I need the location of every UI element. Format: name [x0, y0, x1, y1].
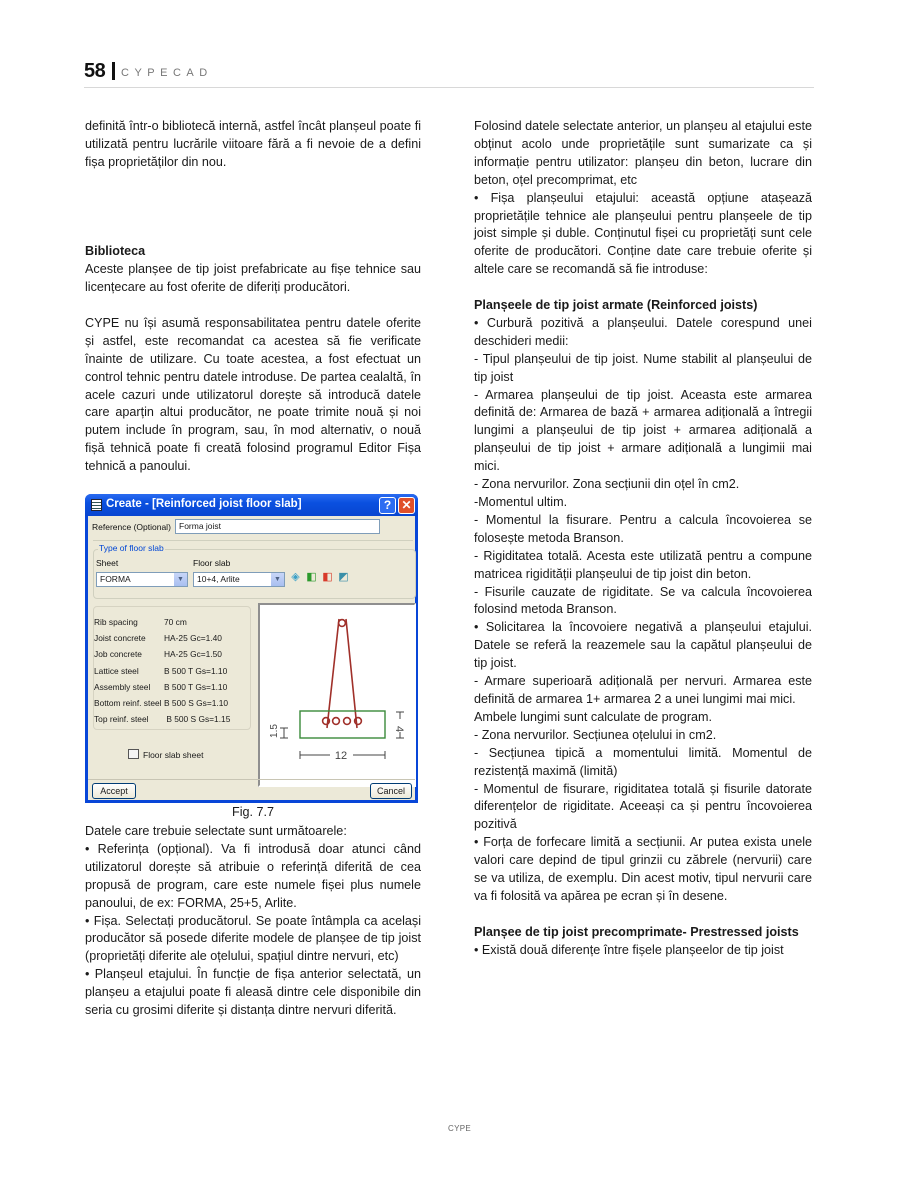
- page-header: [84, 58, 814, 88]
- paragraph: - Zona nervurilor. Zona secțiunii din oțel în cm2.: [474, 477, 740, 492]
- paragraph: • Curbură pozitivă a planșeului. Datele corespund unei deschideri medii:: [474, 315, 812, 348]
- property-row: Bottom reinf. steel B 500 S Gs=1.10: [94, 698, 229, 708]
- dialog-title: Create - [Reinforced joist floor slab]: [106, 498, 302, 510]
- section-heading: Planșee de tip joist precomprimate- Prestressed joists: [474, 924, 799, 939]
- paragraph: CYPE nu își asumă responsabilitatea pentru datele oferite și astfel, este recomandat ca acestea să fie verificate înainte de utilizare. Cu toate acestea, a fost efectuat un control tehnic pentru datele introduse. De partea cealaltă, în acele cazuri unde utilizatorul dorește să introducă datele care aparțin altui producător, ne poate trimite nouă și noi putem include în program, sau, în mod alternativ, o nouă fișă tehnică poate fi creată folosind programul Editor Fișa tehnică a panoului.: [85, 315, 421, 474]
- page-number: 58: [84, 60, 106, 82]
- property-row: Joist concrete HA-25 Gc=1.40: [94, 633, 222, 643]
- left-column: [85, 118, 421, 476]
- right-column: [474, 118, 812, 960]
- new-sheet-icon[interactable]: ◈: [291, 571, 300, 583]
- header-title: CYPECAD: [121, 67, 213, 79]
- property-row: Top reinf. steel B 500 S Gs=1.15: [94, 714, 231, 724]
- paragraph: -Momentul ultim.: [474, 495, 568, 510]
- paragraph: - Secțiunea tipică a momentului limită. Momentul de rezistență maximă (limită): [474, 745, 812, 778]
- sheet-select-value: FORMA: [100, 574, 131, 584]
- section-preview: [258, 603, 416, 787]
- property-row: Rib spacing 70 cm: [94, 617, 187, 627]
- paragraph: • Fișa. Selectați producătorul. Se poate întâmpla ca același producător să posede diferite modele de planșee de tip joist (proprietăți diferite ale oțelului, spațiul dintre nervuri, etc): [85, 913, 421, 964]
- reference-input[interactable]: Forma joist: [175, 519, 380, 534]
- left-column-lower: [85, 823, 421, 1020]
- paragraph: Datele care trebuie selectate sunt următoarele:: [85, 824, 347, 838]
- divider: [88, 779, 415, 780]
- paragraph: definită într-o bibliotecă internă, astfel încât planșeul poate fi utilizată pentru lucrările viitoare fără a fi nevoie de a defini fișa proprietăților din nou.: [85, 119, 421, 169]
- paragraph: - Momentul la fisurare. Pentru a calcula încovoierea se folosește metoda Branson.: [474, 512, 812, 545]
- floor-slab-sheet-button[interactable]: Floor slab sheet: [128, 749, 203, 760]
- accept-button[interactable]: Accept: [92, 783, 136, 799]
- floor-slab-select[interactable]: [193, 572, 285, 587]
- section-heading: Biblioteca: [85, 244, 146, 259]
- figure-caption: Fig. 7.7: [232, 805, 274, 819]
- paragraph: - Momentul de fisurare, rigiditatea totală și fisurile datorate diferențelor de rigiditate. Aceeași ca și pentru încovoierea pozitivă: [474, 781, 812, 832]
- paragraph: • Fișa planșeului etajului: această opțiune atașează proprietățile tehnice ale planșeului pentru planșeele de tip joist simple și duble. Conținutul fișei cu proprietăți sunt cele oferite de producători. Conține date care trebuie oferite și altele care se recomandă să fie introduse:: [474, 190, 812, 277]
- export-icon[interactable]: ◧: [322, 571, 333, 583]
- chevron-down-icon[interactable]: ▼: [271, 573, 284, 586]
- sheet-icon: [128, 749, 139, 759]
- paragraph: - Zona nervurilor. Secțiunea oțelului in cm2.: [474, 727, 717, 742]
- joist-section-drawing: [260, 605, 414, 785]
- import-icon[interactable]: ◧: [306, 571, 317, 583]
- sheet-label: Sheet: [96, 558, 119, 568]
- section-heading: Planșeele de tip joist armate (Reinforced joists): [474, 298, 758, 313]
- reference-label: Reference (Optional): [92, 522, 171, 532]
- header-divider: [112, 62, 115, 80]
- page-footer: CYPE: [448, 1124, 471, 1133]
- help-button[interactable]: ?: [379, 497, 396, 514]
- cancel-button[interactable]: Cancel: [370, 783, 412, 799]
- paragraph: Folosind datele selectate anterior, un planșeu al etajului este obținut acolo unde proprietățile sunt sumarizate ca și informație pentru utilizator: planșeu din beton, lucrare din beton, oțel precomprimat, etc: [474, 119, 812, 187]
- property-row: Lattice steel B 500 T Gs=1.10: [94, 666, 228, 676]
- sheet-select[interactable]: [96, 572, 188, 587]
- chevron-down-icon[interactable]: ▼: [174, 573, 187, 586]
- create-floor-slab-dialog: [85, 494, 418, 803]
- paragraph: Ambele lungimi sunt calculate de program.: [474, 709, 713, 724]
- paragraph: • Solicitarea la încovoiere negativă a planșeului etajului. Datele se referă la reazemele sau la capătul planșeului de tip joist.: [474, 620, 812, 671]
- paragraph: - Tipul planșeului de tip joist. Nume stabilit al planșeului de tip joist: [474, 351, 812, 384]
- close-button[interactable]: ✕: [398, 497, 415, 514]
- divider: [93, 540, 413, 541]
- svg-text:1.5: 1.5: [269, 724, 280, 738]
- paragraph: - Armare superioară adițională per nervuri. Armarea este definită de armarea 1+ armarea 2 a unei lungimi mai mici.: [474, 674, 812, 706]
- paragraph: - Fisurile cauzate de rigiditate. Se va calcula încovoierea folosind metoda Branson.: [474, 584, 812, 617]
- property-row: Assembly steel B 500 T Gs=1.10: [94, 682, 228, 692]
- paragraph: • Există două diferențe între fișele planșeelor de tip joist: [474, 942, 784, 957]
- paragraph: - Rigiditatea totală. Acesta este utilizată pentru a compune matricea rigidității planșeului de tip joist din beton.: [474, 548, 812, 581]
- dialog-titlebar: [85, 494, 418, 516]
- group-title: Type of floor slab: [99, 543, 164, 553]
- edit-sheet-icon[interactable]: ◩: [338, 571, 349, 583]
- svg-text:12: 12: [334, 750, 348, 762]
- paragraph: • Planșeul etajului. În funcție de fișa anterior selectată, un planșeu a etajului poate fi aleasă dintre cele disponibile din seria cu grosimi diferite și distanța dintre nervuri diferită.: [85, 967, 421, 1018]
- paragraph: - Armarea planșeului de tip joist. Aceasta este armarea definită de: Armarea de bază + armarea adițională a întregii lungimi a planșeului de tip joist + armarea adițională a planșeului de tip joist + armare adițională a lungimii mai mici.: [474, 387, 812, 474]
- property-row: Job concrete HA-25 Gc=1.50: [94, 649, 222, 659]
- svg-text:4: 4: [393, 725, 405, 733]
- paragraph: • Referința (opțional). Va fi introdusă doar atunci când utilizatorul dorește să atribuie o referință diferită de cea propusă de program, care este numele fișei plus numele panoului, de ex: FORMA, 25+5, Arlite.: [85, 841, 421, 910]
- floor-slab-select-value: 10+4, Arlite: [197, 574, 240, 584]
- floor-slab-label: Floor slab: [193, 558, 231, 568]
- table-icon: [91, 499, 102, 511]
- paragraph: • Forța de forfecare limită a secțiunii. Ar putea exista unele valori care depind de tipul grinzii cu zăbrele (nervurii) care se va utiliza, de exemplu. Din acest motiv, tipul nervurii care va fi folosită va apărea pe ecran și în desene.: [474, 835, 812, 903]
- paragraph: Aceste planșee de tip joist prefabricate au fișe tehnice sau licențecare au fost oferite de diferiți producători.: [85, 262, 421, 295]
